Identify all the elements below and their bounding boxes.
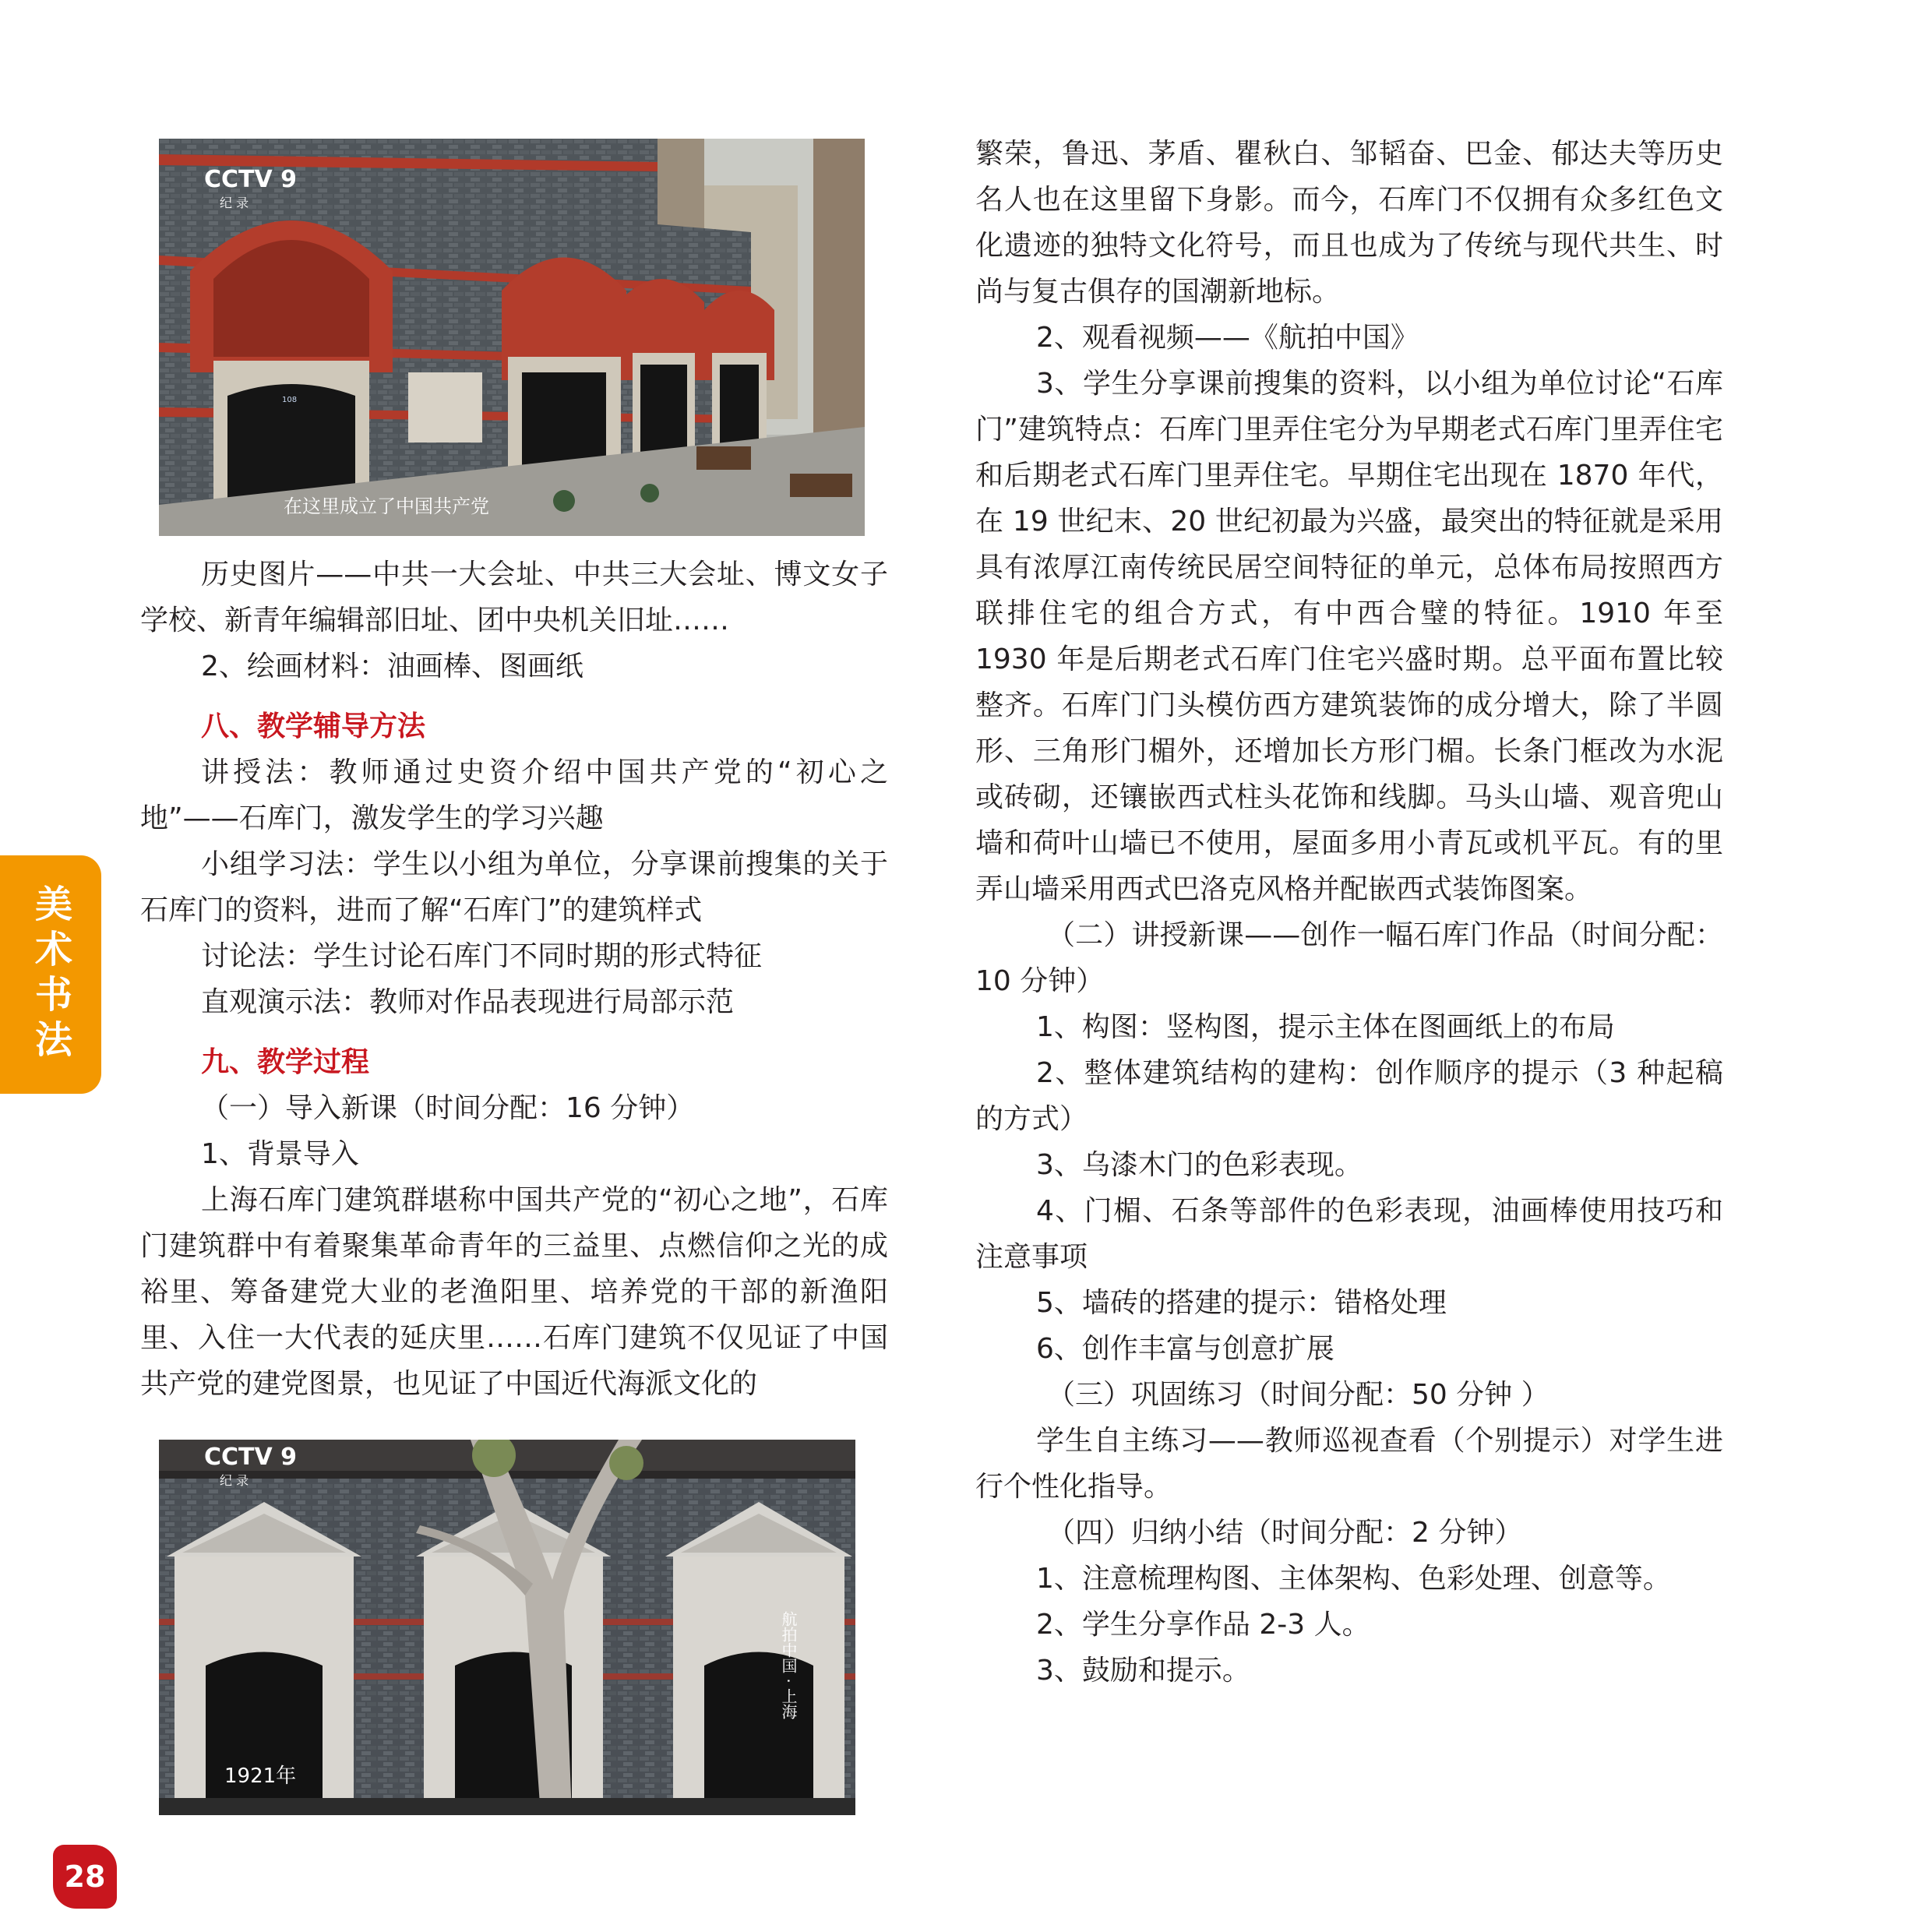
paragraph: 1、构图：竖构图，提示主体在图画纸上的布局 — [1036, 1011, 1615, 1043]
paragraph: 讲授法：教师通过史资介绍中国共产党的“初心之地”——石库门，激发学生的学习兴趣 — [140, 756, 888, 834]
vertical-caption: 航拍中国 · 上海 — [779, 1611, 798, 1720]
paragraph: 4、门楣、石条等部件的色彩表现，油画棒使用技巧和注意事项 — [975, 1195, 1723, 1273]
paragraph: 5、墙砖的搭建的提示：错格处理 — [1036, 1287, 1447, 1319]
section-heading: 九、教学过程 — [201, 1046, 370, 1078]
section-side-tab — [0, 855, 101, 1094]
paragraph: 3、鼓励和提示。 — [1036, 1655, 1250, 1687]
video-subtitle: 在这里成立了中国共产党 — [284, 495, 489, 517]
paragraph: 上海石库门建筑群堪称中国共产党的“初心之地”，石库门建筑群中有着聚集革命青年的三益里、点燃信仰之光的成裕里、筹备建党大业的老渔阳里、培养党的干部的新渔阳里、入住一大代表的延庆里……石库门建筑不仅见证了中国共产党的建党图景，也见证了中国近代海派文化的 — [140, 1184, 888, 1400]
house-number: 108 — [282, 396, 298, 404]
subsection-heading: （一）导入新课（时间分配：16 分钟） — [201, 1092, 695, 1124]
shikumen-photo-1 — [159, 139, 865, 536]
paragraph: 小组学习法：学生以小组为单位，分享课前搜集的关于石库门的资料，进而了解“石库门”的建筑样式 — [140, 848, 888, 926]
left-column — [140, 552, 888, 1407]
subsection-heading: （三）巩固练习（时间分配：50 分钟 ） — [1047, 1379, 1549, 1411]
channel-subtitle: 纪 录 — [220, 196, 249, 210]
paragraph: 1、注意梳理构图、主体架构、色彩处理、创意等。 — [1036, 1563, 1671, 1595]
paragraph: 直观演示法：教师对作品表现进行局部示范 — [201, 986, 735, 1018]
paragraph: 讨论法：学生讨论石库门不同时期的形式特征 — [201, 940, 763, 972]
channel-logo: CCTV 9 — [204, 166, 298, 193]
paragraph: 2、整体建筑结构的建构：创作顺序的提示（3 种起稿的方式） — [975, 1057, 1723, 1135]
paragraph: 2、绘画材料：油画棒、图画纸 — [201, 650, 583, 682]
channel-subtitle: 纪 录 — [220, 1473, 249, 1488]
paragraph: 6、创作丰富与创意扩展 — [1036, 1333, 1334, 1365]
paragraph: 学生自主练习——教师巡视查看（个别提示）对学生进行个性化指导。 — [975, 1425, 1723, 1503]
paragraph: 历史图片——中共一大会址、中共三大会址、博文女子学校、新青年编辑部旧址、团中央机关旧址…… — [140, 559, 888, 636]
side-tab-label: 美术书法 — [28, 884, 72, 1065]
section-heading: 八、教学辅导方法 — [201, 710, 426, 742]
subsection-heading: （二）讲授新课——创作一幅石库门作品（时间分配：10 分钟） — [975, 919, 1723, 997]
right-column — [975, 131, 1723, 1694]
subsection-heading: （四）归纳小结（时间分配：2 分钟） — [1047, 1517, 1523, 1549]
paragraph: 2、学生分享作品 2-3 人。 — [1036, 1609, 1370, 1641]
channel-logo: CCTV 9 — [204, 1444, 298, 1471]
paragraph: 1、背景导入 — [201, 1138, 359, 1170]
page-number: 28 — [53, 1845, 117, 1909]
paragraph: 3、乌漆木门的色彩表现。 — [1036, 1149, 1363, 1181]
paragraph: 繁荣，鲁迅、茅盾、瞿秋白、邹韬奋、巴金、郁达夫等历史名人也在这里留下身影。而今，石库门不仅拥有众多红色文化遗迹的独特文化符号，而且也成为了传统与现代共生、时尚与复古俱存的国潮新地标。 — [975, 138, 1723, 308]
paragraph: 2、观看视频——《航拍中国》 — [1036, 322, 1419, 354]
shikumen-photo-2 — [159, 1440, 855, 1815]
paragraph: 3、学生分享课前搜集的资料，以小组为单位讨论“石库门”建筑特点：石库门里弄住宅分为早期老式石库门里弄住宅和后期老式石库门里弄住宅。早期住宅出现在 1870 年代，在 19 世纪末、20 世纪初最为兴盛，最突出的特征就是采用具有浓厚江南传统民居空间特征的单元，总体布局按照西方联排住宅的组合方式，有中西合璧的特征。1910 年至 1930 年是后期老式石库门住宅兴盛时期。总平面布置比较整齐。石库门门头模仿西方建筑装饰的成分增大，除了半圆形、三角形门楣外，还增加长方形门楣。长条门框改为水泥或砖砌，还镶嵌西式柱头花饰和线脚。马头山墙、观音兜山墙和荷叶山墙已不使用，屋面多用小青瓦或机平瓦。有的里弄山墙采用西式巴洛克风格并配嵌西式装饰图案。 — [975, 368, 1723, 905]
year-caption: 1921年 — [224, 1765, 297, 1788]
